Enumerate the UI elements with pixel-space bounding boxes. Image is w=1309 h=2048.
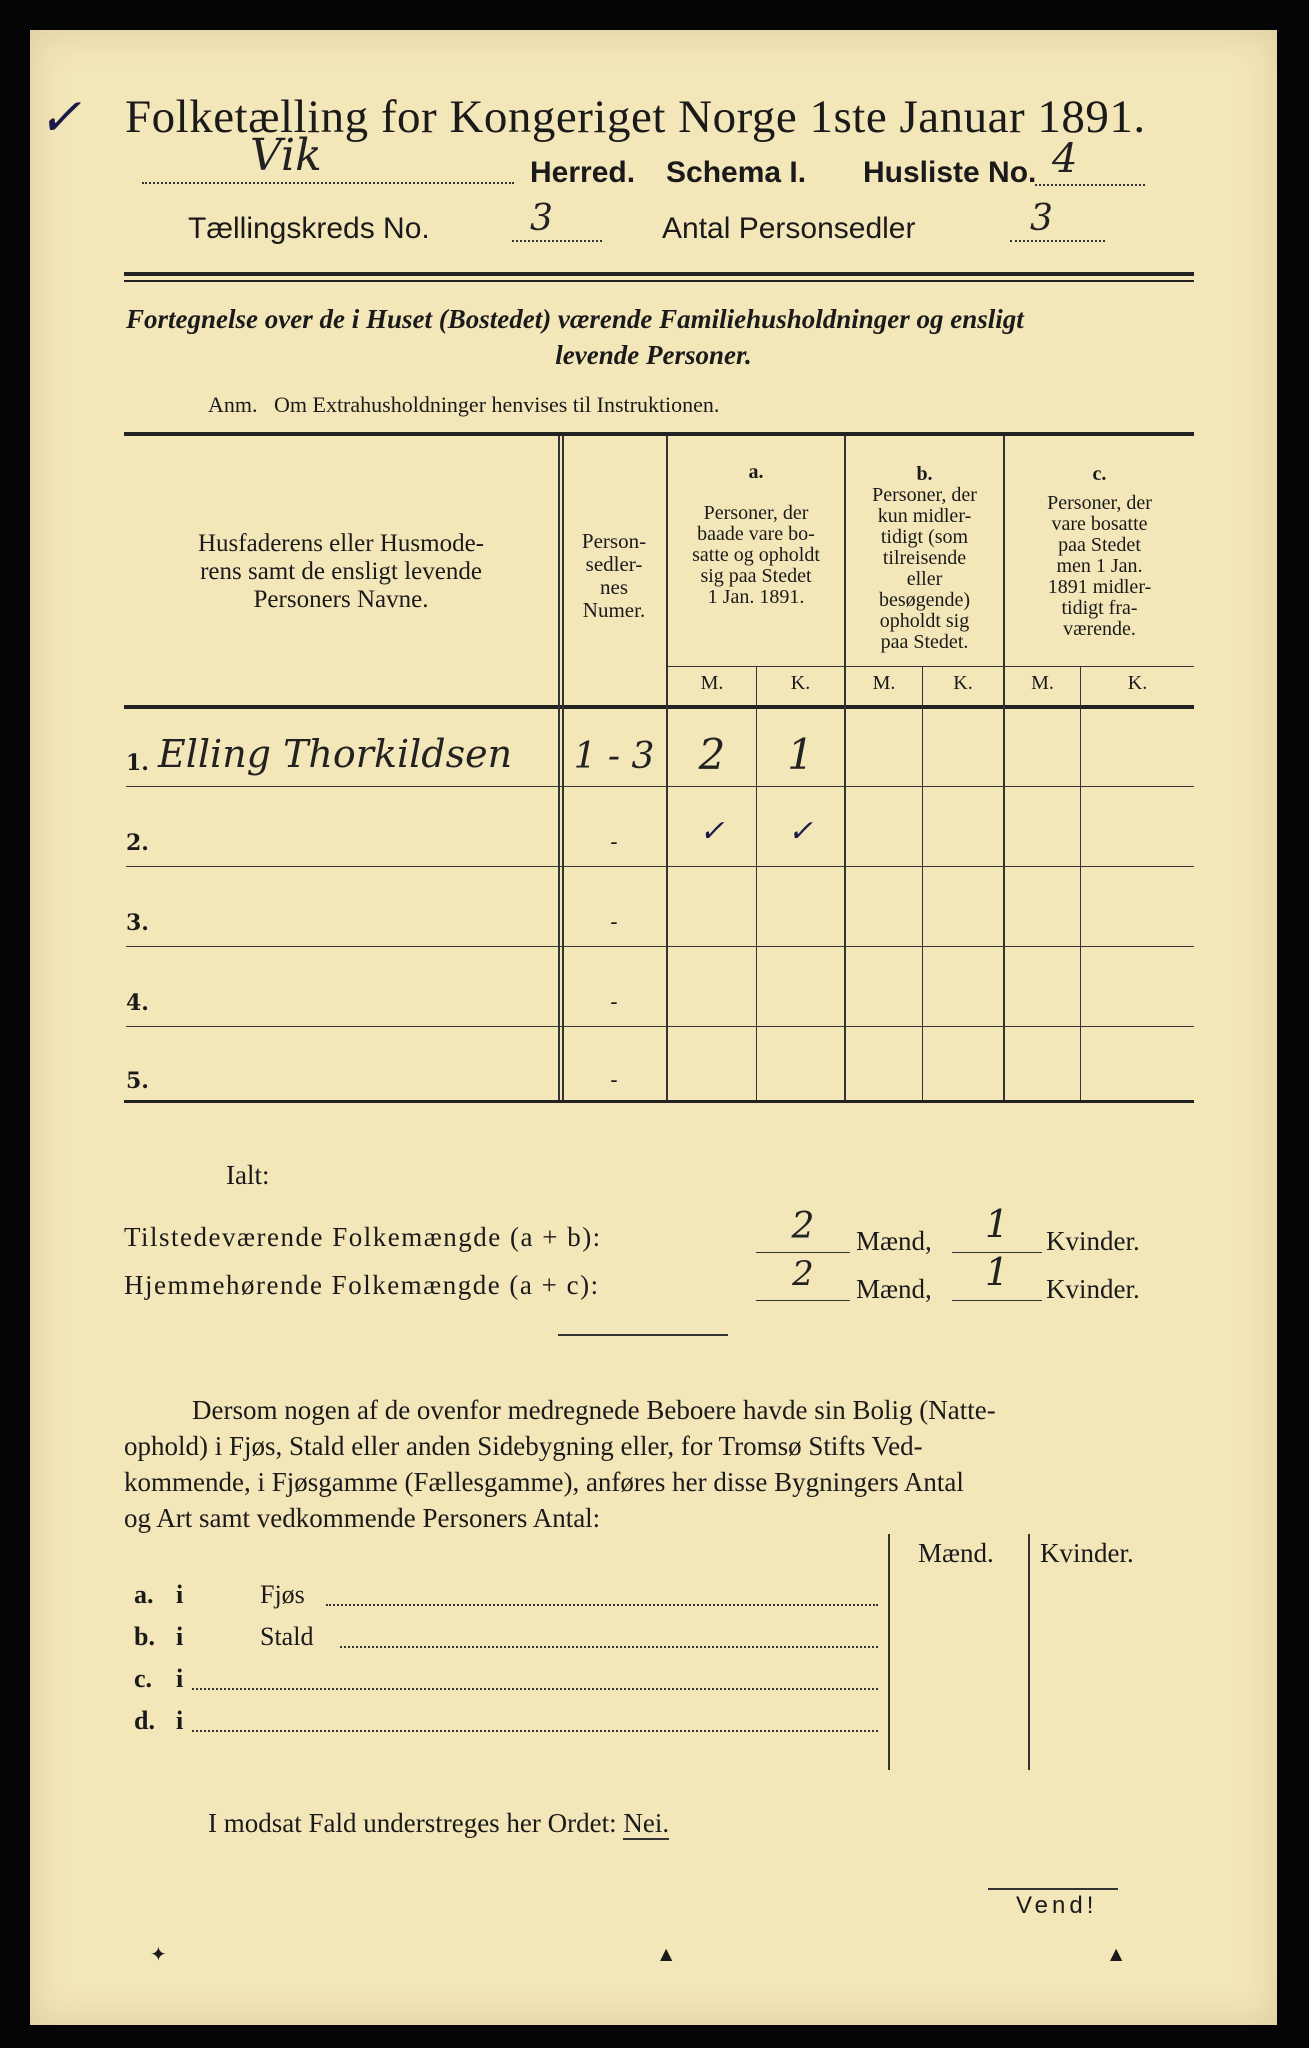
tilstede-label: Tilstedeværende Folkemængde (a + b): — [124, 1222, 602, 1252]
col-header-a — [668, 462, 844, 608]
col-header-name-line: Personers Navne. — [253, 586, 429, 613]
col-divider — [558, 436, 560, 1100]
buildings-paragraph-line: Dersom nogen af de ovenfor medregnede Beboere havde sin Bolig (Natte- — [192, 1395, 996, 1425]
table-top-rule — [124, 432, 1194, 436]
building-row-letter: b. — [134, 1622, 155, 1651]
building-row-dots — [192, 1726, 878, 1732]
building-row-i: i — [176, 1580, 184, 1609]
buildings-kvinder-header: Kvinder. — [1040, 1538, 1134, 1568]
vend-label: Vend! — [1016, 1892, 1098, 1919]
sub-k-a: K. — [790, 672, 811, 694]
col-header-name-line: Husfaderens eller Husmode- — [197, 530, 484, 557]
husliste-label: Husliste No. — [863, 156, 1037, 189]
col-header-b-line: Personer, der — [872, 484, 977, 506]
intro-line-1: Fortegnelse over de i Huset (Bostedet) værende Familiehusholdninger og ensligt — [126, 304, 1024, 334]
col-header-b-line: tidigt (som — [880, 526, 969, 548]
buildings-paragraph — [124, 1392, 1196, 1536]
col-header-b-line: opholdt sig — [879, 610, 970, 632]
building-row-dots — [340, 1642, 878, 1648]
hjemme-maend-label: Mænd, — [856, 1274, 932, 1304]
building-row-i: i — [176, 1706, 184, 1735]
col-header-number-line: Person- — [581, 529, 647, 553]
building-row-label: Stald — [260, 1622, 314, 1651]
hjemme-kvinder-label: Kvinder. — [1046, 1274, 1140, 1304]
instruction-note: Anm. Om Extrahusholdninger henvises til Instruktionen. — [208, 392, 720, 417]
col-header-c-line: 1891 midler- — [1047, 576, 1152, 598]
row-rule — [126, 786, 1194, 787]
row-rule — [126, 866, 1194, 867]
col-header-b-line: paa Stedet. — [880, 631, 969, 653]
col-header-number-line: Numer. — [582, 598, 646, 622]
husliste-value: 4 — [1052, 136, 1078, 182]
buildings-col-divider — [1028, 1534, 1030, 1770]
schema-label: Schema I. — [666, 156, 807, 189]
personsedler-field — [1010, 218, 1105, 242]
row-number: 1. — [126, 750, 149, 776]
col-header-b-line: eller — [906, 568, 943, 590]
col-header-c-letter: c. — [1092, 463, 1107, 485]
building-row-label: Fjøs — [260, 1580, 305, 1609]
col-header-a-line: baade vare bo- — [697, 523, 815, 545]
col-header-number-line: nes — [600, 575, 628, 599]
hjemme-m-line — [756, 1300, 850, 1301]
binding-mark-icon: ✦ — [150, 1942, 167, 1966]
personsedler-number: 1 - 3 — [573, 736, 655, 777]
building-row-i: i — [176, 1622, 184, 1651]
col-header-a-line: satte og opholdt — [692, 544, 820, 566]
modsat-statement — [208, 1808, 669, 1839]
herred-value: Vik — [250, 130, 322, 181]
col-header-c-line: tidigt fra- — [1061, 597, 1138, 619]
building-row-dots — [326, 1600, 878, 1606]
nei-word: Nei. — [623, 1808, 670, 1838]
row-number: 3. — [126, 910, 149, 936]
intro-line-2: levende Personer. — [555, 340, 752, 370]
building-row-dots — [192, 1684, 878, 1690]
building-row-letter: a. — [134, 1580, 154, 1609]
tilstede-maend-label: Mænd, — [856, 1226, 932, 1256]
col-header-number-line: sedler- — [585, 552, 643, 576]
col-header-b-line: tilreisende — [882, 547, 967, 569]
hjemme-label: Hjemmehørende Folkemængde (a + c): — [124, 1270, 600, 1300]
col-header-name — [126, 530, 556, 614]
count-a-m: 2 — [698, 730, 726, 779]
row-rule — [126, 946, 1194, 947]
kreds-label: Tællingskreds No. — [188, 212, 430, 245]
sub-k-c: K. — [1127, 672, 1148, 694]
col-header-b-line: kun midler- — [877, 505, 972, 527]
table-bottom-rule — [124, 1100, 1194, 1103]
row-number: 2. — [126, 830, 149, 856]
form-title: Folketælling for Kongeriget Norge 1ste Januar 1891. — [125, 91, 1146, 143]
personsedler-number: - — [610, 910, 618, 935]
col-header-b — [846, 464, 1003, 653]
col-header-a-line: sig paa Stedet — [700, 565, 812, 587]
kreds-field — [512, 218, 602, 242]
col-header-c-line: vare bosatte — [1051, 513, 1148, 535]
tilstede-kvinder-label: Kvinder. — [1046, 1226, 1140, 1256]
personsedler-label: Antal Personsedler — [662, 212, 916, 245]
hjemme-k-value: 1 — [984, 1250, 1010, 1294]
col-header-c-line: paa Stedet — [1058, 534, 1141, 556]
hjemme-k-line — [952, 1300, 1042, 1301]
row-rule — [126, 1026, 1194, 1027]
census-form-page — [30, 30, 1277, 2025]
tilstede-k-value: 1 — [984, 1202, 1010, 1246]
personsedler-number: - — [610, 830, 618, 855]
building-row-letter: d. — [134, 1706, 155, 1735]
row-number: 5. — [126, 1068, 149, 1094]
header-rule-thin — [124, 280, 1194, 282]
table-header-rule — [124, 705, 1194, 709]
tally-check: ✓ — [787, 814, 814, 849]
kreds-value: 3 — [530, 198, 553, 239]
col-header-c — [1005, 464, 1194, 640]
hjemme-m-value: 2 — [792, 1254, 814, 1294]
count-a-k: 1 — [787, 730, 814, 779]
col-divider — [922, 666, 923, 1100]
personsedler-number: - — [610, 1068, 618, 1093]
header-rule — [124, 272, 1194, 276]
tally-check: ✓ — [699, 814, 725, 849]
buildings-paragraph-line: og Art samt vedkommende Personers Antal: — [124, 1503, 601, 1533]
col-header-a-line: 1 Jan. 1891. — [707, 586, 805, 608]
sub-m-b: M. — [872, 672, 896, 694]
margin-check-mark: ✓ — [38, 88, 82, 148]
col-header-c-line: værende. — [1063, 618, 1136, 640]
buildings-maend-header: Mænd. — [918, 1538, 994, 1568]
sub-m-a: M. — [700, 672, 724, 694]
modsat-prefix: I modsat Fald understreges her Ordet: — [208, 1808, 617, 1838]
buildings-col-divider — [888, 1534, 890, 1770]
col-header-name-line: rens samt de ensligt levende — [200, 558, 482, 585]
building-row-i: i — [176, 1664, 184, 1693]
tilstede-m-line — [756, 1252, 850, 1253]
col-header-b-letter: b. — [916, 463, 933, 485]
buildings-paragraph-line: ophold) i Fjøs, Stald eller anden Sidebygning eller, for Tromsø Stifts Ved- — [124, 1431, 923, 1461]
col-divider — [1080, 666, 1081, 1100]
building-row-letter: c. — [134, 1664, 153, 1693]
sub-k-b: K. — [953, 672, 973, 694]
mk-subheader-rule — [666, 666, 1194, 667]
binding-mark-icon: ▲ — [660, 1944, 673, 1963]
col-header-number — [564, 530, 664, 622]
ialt-label: Ialt: — [226, 1160, 270, 1190]
col-header-c-line: Personer, der — [1047, 492, 1152, 514]
vend-rule — [988, 1888, 1118, 1890]
col-header-a-line: Personer, der — [703, 502, 809, 524]
personsedler-number: - — [610, 990, 618, 1015]
buildings-paragraph-line: kommende, i Fjøsgamme (Fællesgamme), anføres her disse Bygningers Antal — [124, 1467, 964, 1497]
col-header-a-letter: a. — [748, 461, 764, 483]
tilstede-m-value: 2 — [791, 1206, 815, 1247]
herred-field — [142, 152, 514, 184]
sub-m-c: M. — [1031, 672, 1054, 694]
section-divider — [558, 1334, 728, 1336]
personsedler-value: 3 — [1030, 198, 1053, 239]
household-name: Elling Thorkildsen — [158, 732, 513, 776]
herred-label: Herred. — [530, 156, 636, 189]
row-number: 4. — [126, 990, 149, 1016]
col-header-c-line: men 1 Jan. — [1056, 555, 1143, 577]
col-header-b-line: besøgende) — [878, 589, 971, 611]
binding-mark-icon: ▲ — [1110, 1944, 1123, 1963]
